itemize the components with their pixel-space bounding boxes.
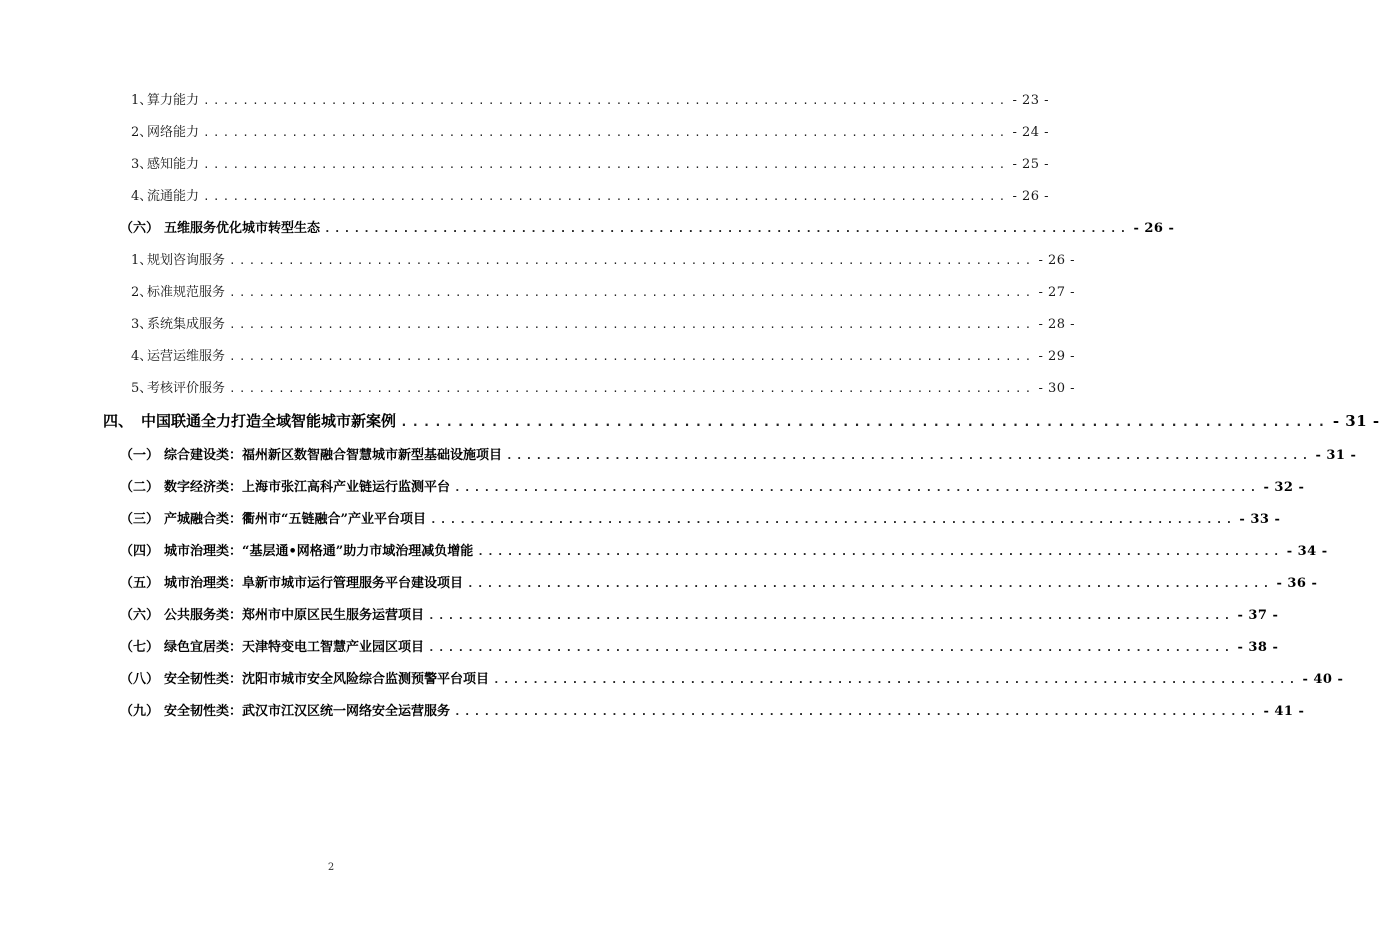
toc-entry-title: 中国联通全力打造全域智能城市新案例 [141, 412, 397, 430]
toc-entry[interactable] [120, 607, 1279, 625]
toc-leader-dots: .................................................................................. [400, 415, 1329, 430]
toc-entry-number: 2、 [131, 125, 153, 140]
toc-leader-dots: .................................................................................. [203, 158, 1009, 171]
toc-entry-page: - 30 - [1038, 381, 1076, 396]
toc-entry-page: - 24 - [1012, 125, 1050, 140]
toc-entry-number: （四） [120, 544, 160, 559]
toc-entry-title: 考核评价服务 [147, 381, 226, 396]
toc-entry-number: 1、 [131, 253, 153, 268]
toc-entry-title: 规划咨询服务 [147, 253, 226, 268]
toc-leader-dots: .................................................................................. [229, 318, 1035, 331]
toc-entry[interactable] [120, 639, 1279, 657]
toc-entry-page: - 23 - [1012, 93, 1050, 108]
toc-entry-title: 绿色宜居类：天津特变电工智慧产业园区项目 [164, 640, 425, 655]
toc-entry-title: 城市治理类：“基层通•网格通”助力市域治理减负增能 [164, 544, 474, 559]
toc-entry-page: - 36 - [1276, 576, 1318, 591]
toc-leader-dots: .................................................................................. [454, 705, 1260, 718]
toc-leader-dots: .................................................................................. [203, 126, 1009, 139]
toc-entry-number: （九） [120, 704, 160, 719]
toc-entry-title: 公共服务类：郑州市中原区民生服务运营项目 [164, 608, 425, 623]
toc-entry[interactable] [131, 284, 1076, 302]
toc-entry-number: （六） [120, 221, 160, 236]
toc-entry-number: 1、 [131, 93, 153, 108]
toc-entry-page: - 32 - [1263, 480, 1305, 495]
toc-entry-page: - 26 - [1012, 189, 1050, 204]
toc-entry-number: （二） [120, 480, 160, 495]
toc-entry[interactable] [131, 316, 1076, 334]
toc-entry[interactable] [120, 220, 1175, 238]
toc-entry[interactable] [120, 671, 1344, 689]
page-number: 2 [327, 862, 335, 873]
toc-entry-page: - 26 - [1133, 221, 1175, 236]
toc-entry-title: 安全韧性类：沈阳市城市安全风险综合监测预警平台项目 [164, 672, 490, 687]
toc-entry-title: 综合建设类：福州新区数智融合智慧城市新型基础设施项目 [164, 448, 503, 463]
toc-leader-dots: .................................................................................. [229, 254, 1035, 267]
toc-entry-number: （六） [120, 608, 160, 623]
toc-leader-dots: .................................................................................. [493, 673, 1299, 686]
toc-entry[interactable] [131, 92, 1050, 110]
toc-entry-title: 感知能力 [147, 157, 200, 172]
toc-entry-title: 标准规范服务 [147, 285, 226, 300]
toc-entry-page: - 25 - [1012, 157, 1050, 172]
toc-entry[interactable] [131, 252, 1076, 270]
toc-entry[interactable] [131, 124, 1050, 142]
toc-entry-title: 城市治理类：阜新市城市运行管理服务平台建设项目 [164, 576, 464, 591]
toc-leader-dots: .................................................................................. [506, 449, 1312, 462]
toc-leader-dots: .................................................................................. [203, 94, 1009, 107]
toc-entry[interactable] [120, 575, 1318, 593]
toc-entry-number: 2、 [131, 285, 153, 300]
toc-entry-number: （七） [120, 640, 160, 655]
toc-leader-dots: .................................................................................. [467, 577, 1273, 590]
toc-entry-title: 数字经济类：上海市张江高科产业链运行监测平台 [164, 480, 451, 495]
toc-entry-title: 系统集成服务 [147, 317, 226, 332]
toc-entry-title: 产城融合类：衢州市“五链融合”产业平台项目 [164, 512, 426, 527]
toc-entry[interactable] [120, 543, 1328, 561]
toc-entry-title: 五维服务优化城市转型生态 [164, 221, 321, 236]
toc-leader-dots: .................................................................................. [477, 545, 1283, 558]
toc-leader-dots: .................................................................................. [454, 481, 1260, 494]
toc-entry-page: - 26 - [1038, 253, 1076, 268]
toc-leader-dots: .................................................................................. [428, 609, 1234, 622]
toc-entry[interactable] [131, 188, 1050, 206]
toc-entry-page: - 29 - [1038, 349, 1076, 364]
toc-entry-title: 运营运维服务 [147, 349, 226, 364]
toc-entry-page: - 41 - [1263, 704, 1305, 719]
toc-entry-page: - 31 - [1315, 448, 1357, 463]
toc-entry-title: 算力能力 [147, 93, 200, 108]
toc-entry[interactable] [120, 447, 1357, 465]
toc-entry-number: 四、 [103, 412, 134, 430]
toc-leader-dots: .................................................................................. [229, 350, 1035, 363]
toc-entry-number: （八） [120, 672, 160, 687]
toc-entry-chapter[interactable] [103, 411, 1380, 433]
toc-leader-dots: .................................................................................. [324, 222, 1130, 235]
toc-entry-number: 3、 [131, 157, 153, 172]
toc-entry-number: 3、 [131, 317, 153, 332]
toc-entry-number: 5、 [131, 381, 153, 396]
toc-entry-page: - 31 - [1332, 412, 1380, 430]
toc-entry-number: 4、 [131, 189, 153, 204]
toc-entry[interactable] [120, 703, 1305, 721]
toc-entry-page: - 38 - [1237, 640, 1279, 655]
toc-leader-dots: .................................................................................. [428, 641, 1234, 654]
toc-leader-dots: .................................................................................. [429, 513, 1236, 526]
toc-leader-dots: .................................................................................. [229, 382, 1035, 395]
toc-entry-number: （五） [120, 576, 160, 591]
toc-entry[interactable] [120, 479, 1305, 497]
toc-leader-dots: .................................................................................. [203, 190, 1009, 203]
toc-entry-number: （一） [120, 448, 160, 463]
toc-entry[interactable] [120, 511, 1281, 529]
toc-entry-page: - 33 - [1239, 512, 1281, 527]
toc-entry-page: - 34 - [1286, 544, 1328, 559]
toc-entry-title: 网络能力 [147, 125, 200, 140]
toc-entry-page: - 37 - [1237, 608, 1279, 623]
toc-entry[interactable] [131, 348, 1076, 366]
toc-entry-title: 安全韧性类：武汉市江汉区统一网络安全运营服务 [164, 704, 451, 719]
toc-entry[interactable] [131, 156, 1050, 174]
toc-entry-number: 4、 [131, 349, 153, 364]
toc-entry-title: 流通能力 [147, 189, 200, 204]
toc-entry-page: - 40 - [1302, 672, 1344, 687]
toc-entry-number: （三） [120, 512, 160, 527]
toc-entry[interactable] [131, 380, 1076, 398]
toc-entry-page: - 27 - [1038, 285, 1076, 300]
toc-leader-dots: .................................................................................. [229, 286, 1035, 299]
toc-entry-page: - 28 - [1038, 317, 1076, 332]
